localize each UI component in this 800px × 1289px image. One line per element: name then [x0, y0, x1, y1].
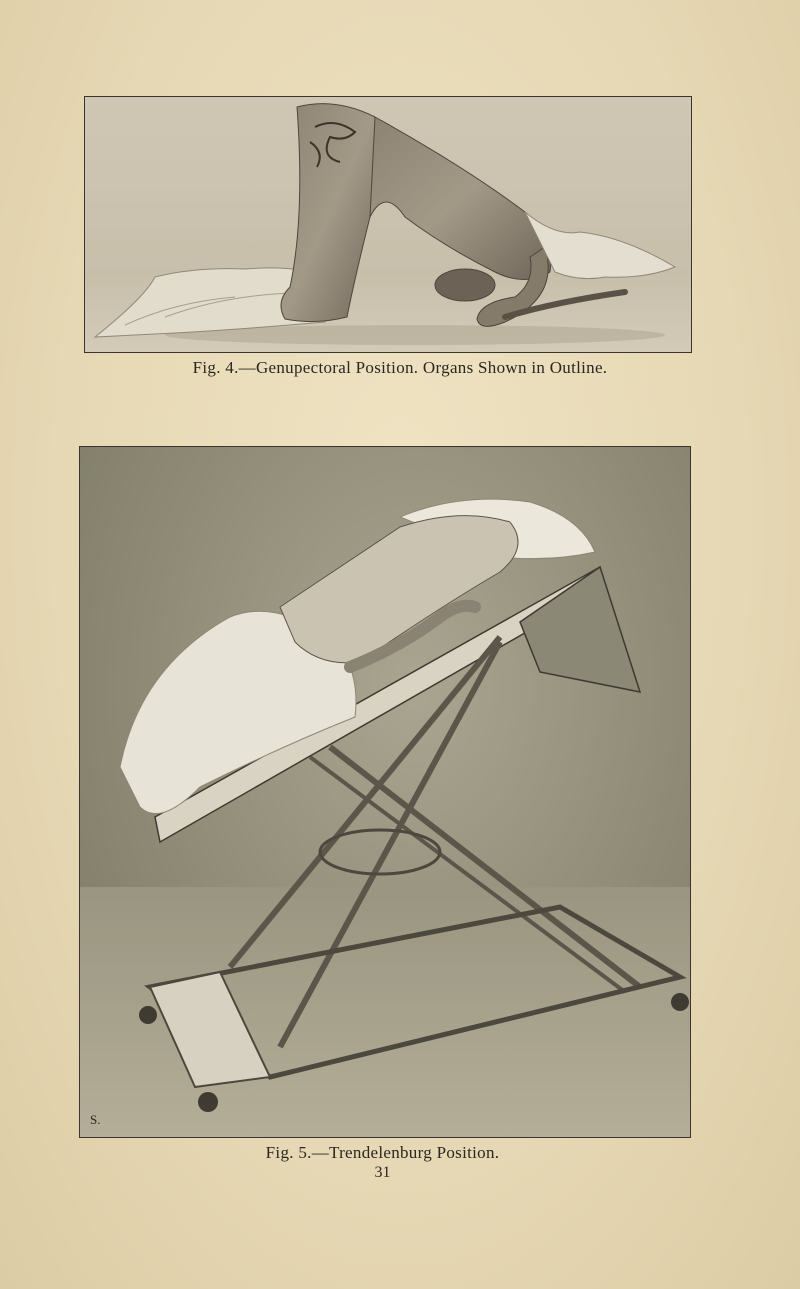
figure-4-image [84, 96, 692, 353]
page-number: 31 [374, 1164, 391, 1181]
figure-5-caption: Fig. 5.—Trendelenburg Position. [265, 1143, 500, 1162]
artist-signature: S. [90, 1112, 101, 1127]
figure-5-image [79, 446, 691, 1138]
figure-4-caption: Fig. 4.—Genupectoral Position. Organs Shown in Outline. [192, 358, 608, 377]
